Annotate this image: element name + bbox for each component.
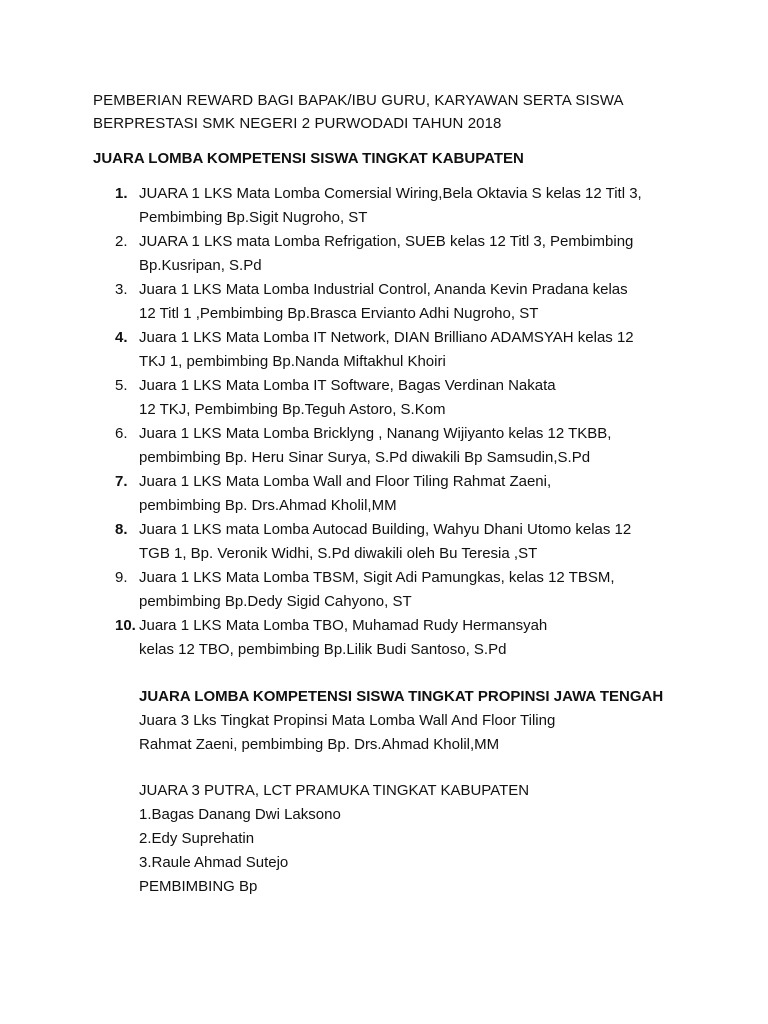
pramuka-member-2: 2.Edy Suprehatin (139, 830, 255, 847)
list-item-line-1: Juara 1 LKS Mata Lomba Wall and Floor Tiling Rahmat Zaeni, (139, 473, 552, 490)
list-item (0, 230, 768, 278)
title-line-1: PEMBERIAN REWARD BAGI BAPAK/IBU GURU, KARYAWAN SERTA SISWA (93, 92, 624, 109)
list-item-number: 9. (115, 569, 128, 586)
pramuka-member-3: 3.Raule Ahmad Sutejo (139, 854, 289, 871)
list-item-number: 6. (115, 425, 128, 442)
list-item-line-2: Bp.Kusripan, S.Pd (139, 257, 262, 274)
list-item-line-1: Juara 1 LKS Mata Lomba TBO, Muhamad Rudy Hermansyah (139, 617, 548, 634)
propinsi-line-2: Rahmat Zaeni, pembimbing Bp. Drs.Ahmad Kholil,MM (139, 736, 500, 753)
list-item-number: 1. (115, 185, 128, 202)
list-item-line-2: pembimbing Bp. Drs.Ahmad Kholil,MM (139, 497, 397, 514)
list-item-number: 7. (115, 473, 128, 490)
list-item-number: 10. (115, 617, 136, 634)
heading-propinsi: JUARA LOMBA KOMPETENSI SISWA TINGKAT PROPINSI JAWA TENGAH (139, 688, 664, 705)
document-title (93, 89, 733, 135)
list-item (0, 566, 768, 614)
list-item (0, 182, 768, 230)
list-item-line-2: 12 TKJ, Pembimbing Bp.Teguh Astoro, S.Kom (139, 401, 446, 418)
list-item (0, 518, 768, 566)
list-item-line-1: Juara 1 LKS Mata Lomba IT Software, Bagas Verdinan Nakata (139, 377, 556, 394)
list-item-line-2: Pembimbing Bp.Sigit Nugroho, ST (139, 209, 368, 226)
list-item (0, 278, 768, 326)
section-propinsi (139, 685, 739, 757)
list-item-number: 3. (115, 281, 128, 298)
list-item-line-2: pembimbing Bp. Heru Sinar Surya, S.Pd diwakili Bp Samsudin,S.Pd (139, 449, 591, 466)
list-item-line-1: Juara 1 LKS Mata Lomba IT Network, DIAN Brilliano ADAMSYAH kelas 12 (139, 329, 634, 346)
award-list (0, 182, 768, 662)
list-item-number: 5. (115, 377, 128, 394)
title-line-2: BERPRESTASI SMK NEGERI 2 PURWODADI TAHUN 2018 (93, 115, 502, 132)
pramuka-heading: JUARA 3 PUTRA, LCT PRAMUKA TINGKAT KABUPATEN (139, 782, 530, 799)
list-item-line-2: pembimbing Bp.Dedy Sigid Cahyono, ST (139, 593, 412, 610)
list-item (0, 422, 768, 470)
list-item-number: 8. (115, 521, 128, 538)
list-item (0, 326, 768, 374)
list-item (0, 614, 768, 662)
heading-kabupaten: JUARA LOMBA KOMPETENSI SISWA TINGKAT KABUPATEN (93, 150, 524, 167)
list-item-line-1: JUARA 1 LKS Mata Lomba Comersial Wiring,Bela Oktavia S kelas 12 Titl 3, (139, 185, 642, 202)
list-item-number: 4. (115, 329, 128, 346)
list-item-line-1: Juara 1 LKS Mata Lomba Bricklyng , Nanang Wijiyanto kelas 12 TKBB, (139, 425, 612, 442)
list-item-line-2: TGB 1, Bp. Veronik Widhi, S.Pd diwakili oleh Bu Teresia ,ST (139, 545, 538, 562)
list-item-line-1: JUARA 1 LKS mata Lomba Refrigation, SUEB kelas 12 Titl 3, Pembimbing (139, 233, 634, 250)
list-item-line-1: Juara 1 LKS Mata Lomba TBSM, Sigit Adi Pamungkas, kelas 12 TBSM, (139, 569, 615, 586)
section-pramuka (139, 779, 739, 899)
list-item-line-1: Juara 1 LKS Mata Lomba Industrial Control, Ananda Kevin Pradana kelas (139, 281, 628, 298)
list-item-line-1: Juara 1 LKS mata Lomba Autocad Building, Wahyu Dhani Utomo kelas 12 (139, 521, 632, 538)
propinsi-line-1: Juara 3 Lks Tingkat Propinsi Mata Lomba Wall And Floor Tiling (139, 712, 556, 729)
pramuka-member-1: 1.Bagas Danang Dwi Laksono (139, 806, 341, 823)
list-item (0, 470, 768, 518)
list-item-number: 2. (115, 233, 128, 250)
list-item-line-2: kelas 12 TBO, pembimbing Bp.Lilik Budi Santoso, S.Pd (139, 641, 507, 658)
list-item-line-2: 12 Titl 1 ,Pembimbing Bp.Brasca Ervianto Adhi Nugroho, ST (139, 305, 539, 322)
list-item (0, 374, 768, 422)
pramuka-pembimbing: PEMBIMBING Bp (139, 878, 258, 895)
list-item-line-2: TKJ 1, pembimbing Bp.Nanda Miftakhul Khoiri (139, 353, 446, 370)
